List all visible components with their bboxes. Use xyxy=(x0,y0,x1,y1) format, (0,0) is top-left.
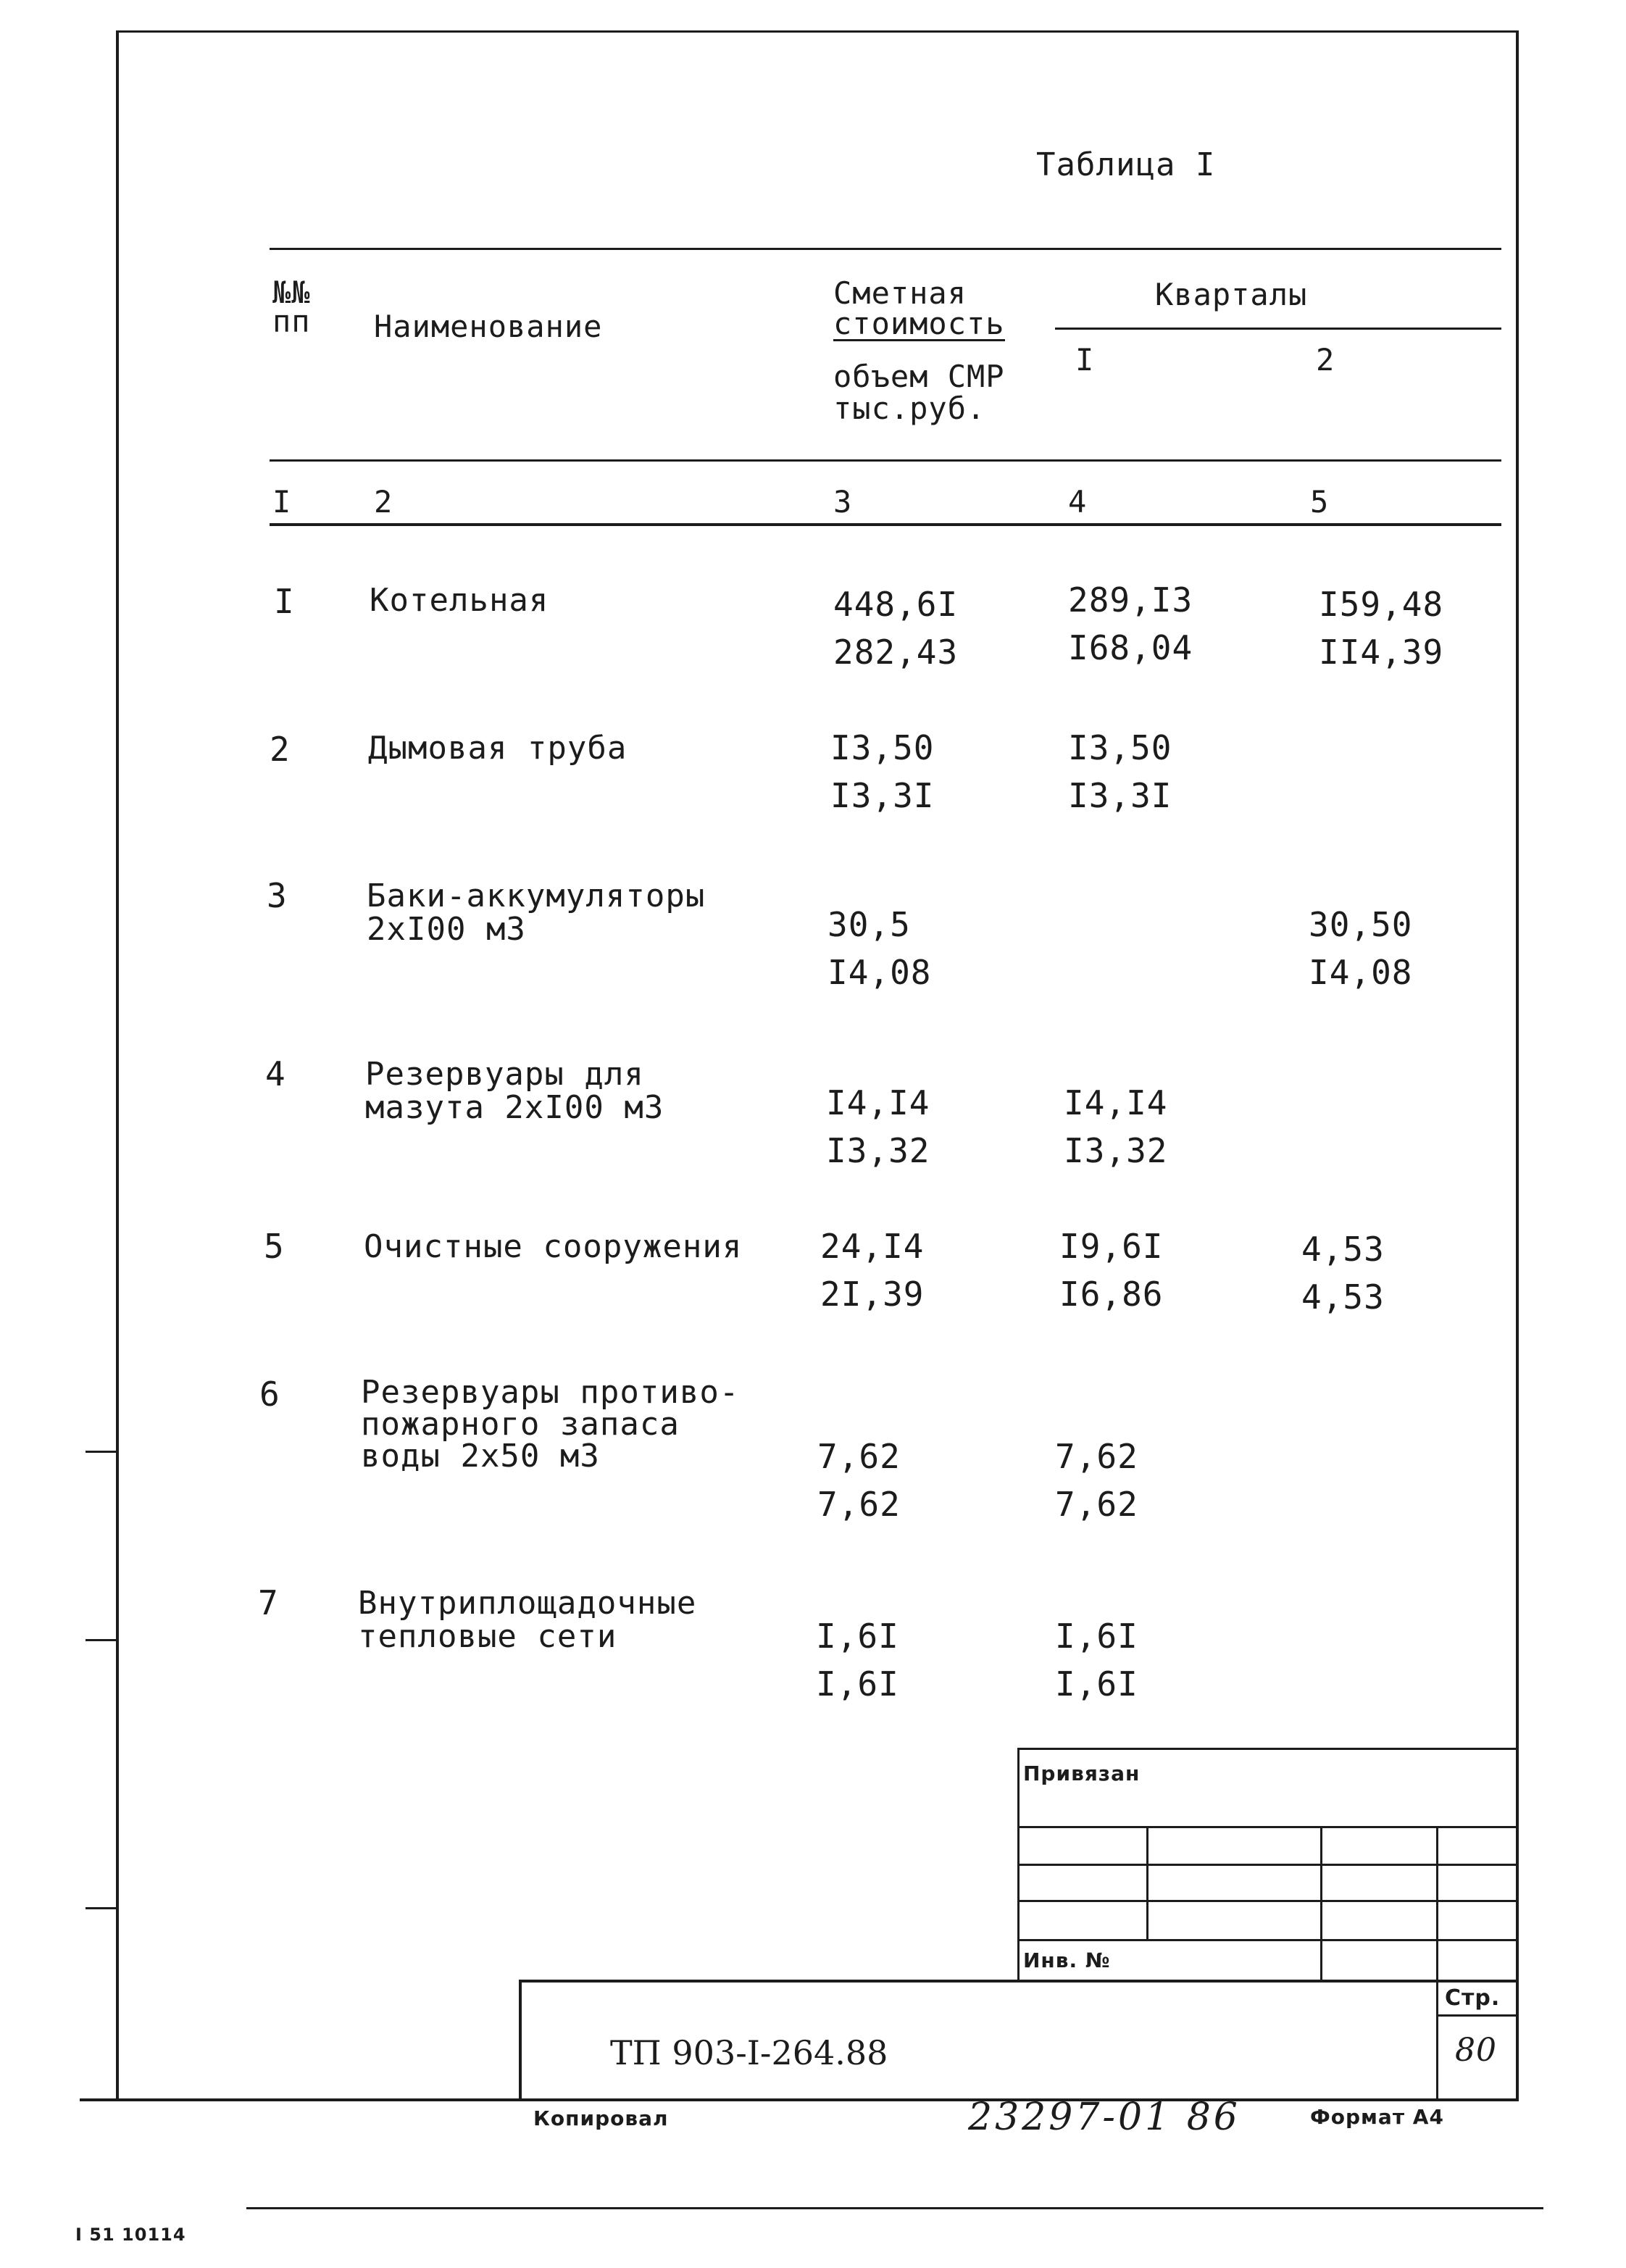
row-q2-estimate: I59,48 xyxy=(1319,585,1444,624)
stamp-line xyxy=(519,1980,1517,1983)
row-q1-volume: I3,32 xyxy=(1064,1131,1168,1170)
archive-number: 23297-01 86 xyxy=(968,2096,1241,2139)
bound-label: Привязан xyxy=(1023,1762,1141,1785)
page-number: 80 xyxy=(1455,2032,1497,2069)
margin-tick xyxy=(86,1907,117,1909)
row-number: 6 xyxy=(259,1375,280,1414)
row-q1-estimate: I4,I4 xyxy=(1064,1083,1168,1122)
stamp-line xyxy=(1017,1900,1517,1902)
table-caption: Таблица I xyxy=(1036,146,1216,183)
row-name: Баки-аккумуляторы 2хI00 м3 xyxy=(367,877,706,948)
stamp-line xyxy=(1017,1826,1517,1828)
row-q1-estimate: I,6I xyxy=(1055,1617,1138,1656)
copied-label: Копировал xyxy=(533,2106,669,2130)
format-label: Формат А4 xyxy=(1310,2105,1444,2129)
row-q1-estimate: I3,50 xyxy=(1068,728,1172,767)
margin-tick xyxy=(86,1451,117,1453)
stamp-line xyxy=(1436,1826,1438,2101)
row-number: 4 xyxy=(265,1054,286,1093)
row-number: I xyxy=(274,582,295,621)
header-num: №№ пп xyxy=(272,275,311,339)
row-cost-estimate: I,6I xyxy=(816,1617,899,1656)
row-cost-estimate: I3,50 xyxy=(830,728,935,767)
row-cost-volume: I,6I xyxy=(816,1664,899,1704)
header-cost-bottom: объем СМР тыс.руб. xyxy=(833,359,1005,426)
header-quarters: Кварталы xyxy=(1155,277,1308,312)
row-q1-estimate: 7,62 xyxy=(1055,1437,1138,1476)
row-cost-estimate: 30,5 xyxy=(827,905,911,944)
header-q1: I xyxy=(1075,342,1095,378)
row-q1-volume: I3,3I xyxy=(1068,776,1172,815)
row-q1-volume: 7,62 xyxy=(1055,1485,1138,1524)
col-number-1: I xyxy=(272,484,292,520)
row-q1-volume: I68,04 xyxy=(1068,628,1193,667)
row-number: 2 xyxy=(270,730,291,769)
row-name: Внутриплощадочные тепловые сети xyxy=(358,1585,697,1655)
row-cost-volume: I3,32 xyxy=(826,1131,930,1170)
row-q1-estimate: 289,I3 xyxy=(1068,580,1193,620)
stamp-line xyxy=(1017,1748,1517,1750)
table-top-rule xyxy=(270,248,1501,250)
col-number-5: 5 xyxy=(1310,484,1330,520)
row-q2-estimate: 30,50 xyxy=(1309,905,1413,944)
row-q1-estimate: I9,6I xyxy=(1059,1227,1164,1266)
stamp-line xyxy=(1436,2014,1517,2017)
page-label: Стр. xyxy=(1445,1985,1501,2011)
bottom-code: I 51 10114 xyxy=(75,2225,186,2245)
quarters-rule xyxy=(1055,328,1501,330)
row-q1-volume: I,6I xyxy=(1055,1664,1138,1704)
frame-top xyxy=(116,30,1519,33)
row-cost-volume: 2I,39 xyxy=(820,1275,925,1314)
stamp-line xyxy=(1017,1939,1517,1941)
row-cost-volume: 282,43 xyxy=(833,633,959,672)
col-number-4: 4 xyxy=(1068,484,1088,520)
header-name: Наименование xyxy=(374,309,603,344)
stamp-line xyxy=(1320,1826,1322,1981)
row-name: Резервуары для мазута 2хI00 м3 xyxy=(365,1056,664,1126)
row-number: 7 xyxy=(258,1583,279,1622)
header-cost-top: Сметная стоимость xyxy=(833,275,1005,341)
row-number: 5 xyxy=(264,1227,285,1266)
row-name: Очистные сооружения xyxy=(364,1228,743,1265)
col-number-3: 3 xyxy=(833,484,853,520)
row-q2-volume: I4,08 xyxy=(1309,953,1413,992)
frame-left xyxy=(116,30,119,2101)
row-q2-estimate: 4,53 xyxy=(1301,1230,1385,1269)
row-cost-volume: I3,3I xyxy=(830,776,935,815)
stamp-line xyxy=(1146,1826,1148,1939)
header-q2: 2 xyxy=(1316,342,1335,378)
row-number: 3 xyxy=(267,876,288,915)
row-cost-estimate: I4,I4 xyxy=(826,1083,930,1122)
inv-label: Инв. № xyxy=(1023,1948,1111,1972)
frame-bottom xyxy=(80,2098,1519,2101)
frame-right xyxy=(1516,30,1519,2101)
row-q1-volume: I6,86 xyxy=(1059,1275,1164,1314)
row-cost-volume: I4,08 xyxy=(827,953,932,992)
row-name: Котельная xyxy=(370,582,549,619)
stamp-line xyxy=(1017,1864,1517,1866)
row-cost-volume: 7,62 xyxy=(817,1485,901,1524)
column-numbers-rule xyxy=(270,523,1501,526)
stamp-line xyxy=(519,1980,522,2101)
row-cost-estimate: 448,6I xyxy=(833,585,959,624)
row-q2-volume: 4,53 xyxy=(1301,1277,1385,1317)
header-bottom-rule xyxy=(270,459,1501,462)
bottom-rule xyxy=(246,2207,1543,2209)
row-name: Дымовая труба xyxy=(368,730,628,767)
row-cost-estimate: 7,62 xyxy=(817,1437,901,1476)
row-cost-estimate: 24,I4 xyxy=(820,1227,925,1266)
margin-tick xyxy=(86,1639,117,1641)
col-number-2: 2 xyxy=(374,484,393,520)
row-q2-volume: II4,39 xyxy=(1319,633,1444,672)
row-name: Резервуары противо- пожарного запаса воды 2х50 м3 xyxy=(361,1374,740,1475)
doc-code: ТП 903-I-264.88 xyxy=(610,2033,888,2072)
